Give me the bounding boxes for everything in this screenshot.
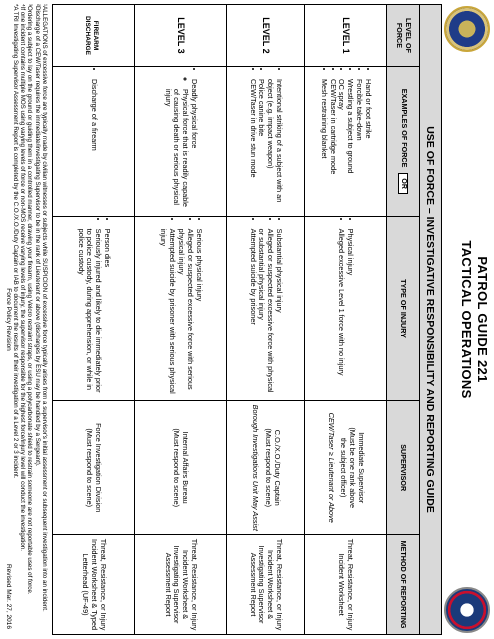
list-item: • Deadly physical force ◦ Physical force that is readily capable of causing death or serious physical injury — [163, 79, 199, 213]
list-item: • OC spray — [337, 79, 346, 213]
list-item: • Serious physical injury — [194, 229, 203, 398]
supervisor-cell: Internal Affairs Bureau (Must respond to scene) — [135, 401, 227, 535]
list-item: • Hand or foot strike — [363, 79, 372, 213]
examples-cell — [53, 66, 135, 216]
list-item: • Forcible take-down — [354, 79, 363, 213]
examples-cell — [305, 66, 387, 216]
col-header-reporting: METHOD OF REPORTING — [387, 535, 420, 635]
injury-cell — [53, 216, 135, 401]
reporting-cell: Threat, Resistance, or Injury Incident Worksheet & Investigating Supervisor Assessment Report — [135, 535, 227, 635]
list-item: ◦ Physical force that is readily capable of causing death or serious physical injury — [163, 89, 190, 213]
table-title — [418, 4, 442, 635]
injury-cell — [227, 216, 305, 401]
table-title-text: USE OF FORCE – INVESTIGATIVE RESPONSIBILITY AND REPORTING GUIDE — [424, 126, 436, 513]
guide-number: PATROL GUIDE 221 — [475, 256, 490, 383]
level-cell: FIREARM DISCHARGE — [53, 5, 135, 67]
footnotes — [11, 4, 48, 635]
reporting-cell: Threat, Resistance, or Injury Incident Worksheet & Investigating Supervisor Assessment Report — [227, 535, 305, 635]
footnote: *A TRI Investigating Supervisor Assessment Report is completed by the C.O./X.O./Duty Captain or IAB to document the results of their investigation of a Level 2 or 3 incident. — [11, 4, 19, 479]
list-item: • Wrestling a subject to ground — [346, 79, 355, 213]
list-item: • Police canine bite — [257, 79, 266, 213]
list-item: • Attempted suicide by prisoner — [248, 229, 257, 398]
footnote: ²Discharge of a CEW/Taser requires the immediate/investigating Supervisor to be in the rank of Lieutenant or above (discharges by ESU may be handled by a Sergeant). — [33, 4, 41, 467]
col-header-examples: EXAMPLES OF FORCE OR — [387, 66, 420, 216]
police-badge-icon — [444, 587, 490, 633]
list-item: • Mesh restraining blanket — [319, 79, 328, 213]
footnote: ¹ALLEGATIONS of excessive force are typically made by civilian witnesses or subjects while SUSPICION of excessive force typically arises from a supervisor's initial assessment or subsequent investigation into an incident. — [41, 4, 48, 612]
table-header-row — [387, 5, 420, 635]
footer-revision-title: Force Policy Revision — [5, 288, 12, 351]
list-item: • CEW/Taser in drive stun mode — [248, 79, 257, 213]
table-row — [53, 5, 135, 635]
footnote: ⁴If one incident contains multiple MOS using varying levels of force or non-MOS receive varying levels of injury, the supervisor responsible for the highest force/injury level will conduct the investigation. — [19, 4, 27, 551]
col-header-supervisor: SUPERVISOR — [387, 401, 420, 535]
supervisor-cell: Force Investigation Division (Must respond to scene) — [53, 401, 135, 535]
col-header-injury: TYPE OF INJURY — [387, 216, 420, 401]
supervisor-cell: C.O./X.O./Duty Captain (Must respond to scene) Borough Investigations Unit May Assist — [227, 401, 305, 535]
level-cell: LEVEL 3 — [135, 5, 227, 67]
footer-revision-date: Revised Mar. 27, 2016 — [5, 563, 12, 629]
table-row — [305, 5, 387, 635]
list-item: • Attempted suicide by prisoner with serious physical injury — [158, 229, 176, 398]
list-item: • Alleged or suspected excessive force with serious physical injury — [176, 229, 194, 398]
examples-cell — [135, 66, 227, 216]
list-item: • Seriously injured and likely to die immediately prior to police custody, during apprehension, or while in police custody — [76, 229, 103, 398]
table-row — [227, 5, 305, 635]
supervisor-cell: Immediate Supervisor (Must be one rank above the subject officer) CEW/Taser ≥ Lieutenant or Above — [305, 401, 387, 535]
level-cell: LEVEL 2 — [227, 5, 305, 67]
force-reporting-table — [52, 4, 420, 635]
level-cell: LEVEL 1 — [305, 5, 387, 67]
list-item: • Alleged excessive Level 1 force with no injury — [337, 229, 346, 398]
list-item: • Alleged or suspected excessive force with physical or substantial physical injury — [257, 229, 275, 398]
list-item: • Substantial physical injury — [274, 229, 283, 398]
guide-section: TACTICAL OPERATIONS — [459, 240, 474, 399]
list-item: • Person dies — [102, 229, 111, 398]
list-item: • Physical injury — [346, 229, 355, 398]
examples-cell — [227, 66, 305, 216]
list-item: • Discharge of a firearm — [89, 79, 98, 213]
footnote: ³Ordering a subject to lay on the ground or guiding them in a controlled manner, drawing your firearm, using Velcro restraint straps, or using a polycarbonate shield to restrain someone are not reportable uses of force. — [26, 4, 34, 595]
reporting-cell: Threat, Resistance, or Injury Incident Worksheet & Typed Letterhead (UF-49) — [53, 535, 135, 635]
list-item: • Intentional striking of a subject with an object (e.g. impact weapon) — [266, 79, 284, 213]
injury-cell — [135, 216, 227, 401]
injury-cell — [305, 216, 387, 401]
list-item: • CEW/Taser in cartridge mode — [328, 79, 337, 213]
table-row — [135, 5, 227, 635]
reporting-cell: Threat, Resistance, or Injury Incident Worksheet — [305, 535, 387, 635]
or-badge: OR — [398, 173, 409, 194]
city-seal-icon — [444, 6, 490, 52]
col-header-level: LEVEL OF FORCE — [387, 5, 420, 67]
